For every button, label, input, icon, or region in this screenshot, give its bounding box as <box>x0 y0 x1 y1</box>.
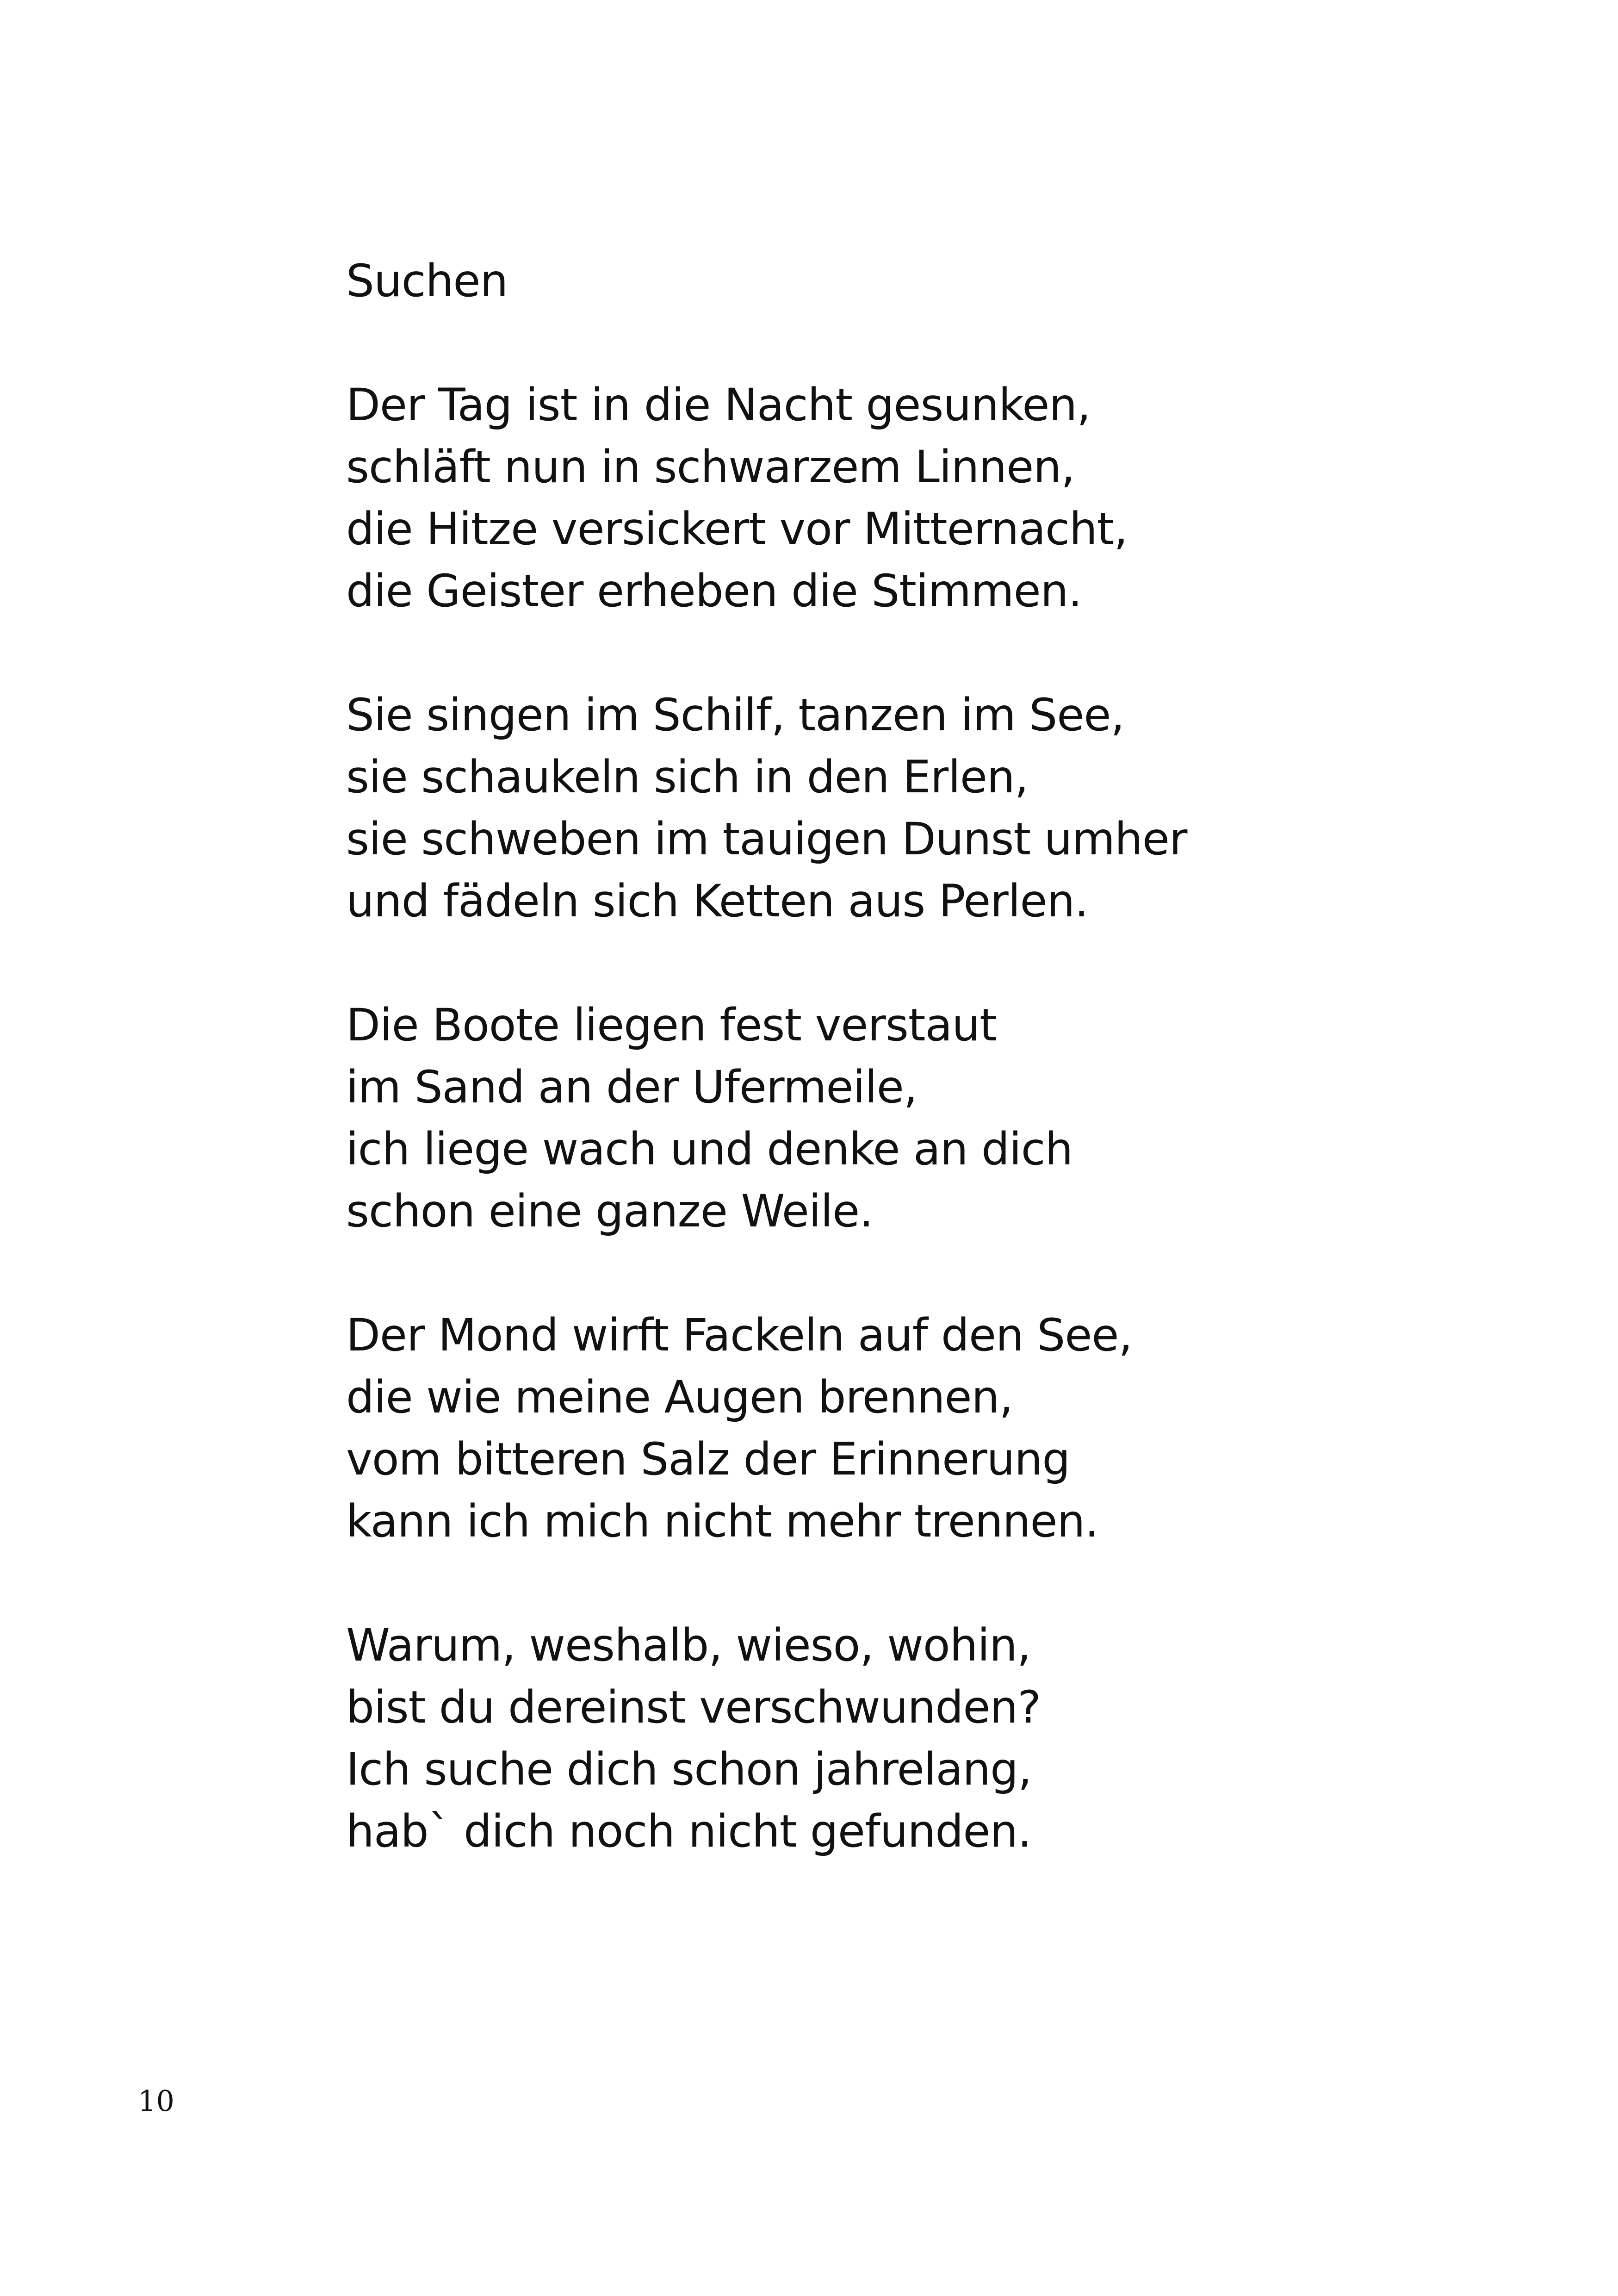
stanza-5 <box>346 1614 1410 1862</box>
verse-line: sie schaukeln sich in den Erlen, <box>346 751 1029 803</box>
verse-line: Ich suche dich schon jahrelang, <box>346 1743 1032 1795</box>
verse-line: sie schweben im tauigen Dunst umher <box>346 813 1187 865</box>
verse-line: ich liege wach und denke an dich <box>346 1123 1073 1175</box>
poem <box>346 250 1410 1862</box>
page-number: 10 <box>138 2084 174 2118</box>
verse-line: im Sand an der Ufermeile, <box>346 1061 917 1113</box>
verse-line: bist du dereinst verschwunden? <box>346 1681 1041 1733</box>
verse-line: hab` dich noch nicht gefunden. <box>346 1805 1031 1857</box>
stanza-2 <box>346 684 1410 932</box>
verse-line: Sie singen im Schilf, tanzen im See, <box>346 689 1124 741</box>
verse-line: vom bitteren Salz der Erinnerung <box>346 1433 1070 1485</box>
verse-line: Der Tag ist in die Nacht gesunken, <box>346 379 1091 431</box>
stanza-4 <box>346 1304 1410 1552</box>
verse-line: die Geister erheben die Stimmen. <box>346 565 1082 617</box>
verse-line: schläft nun in schwarzem Linnen, <box>346 441 1075 493</box>
verse-line: Die Boote liegen fest verstaut <box>346 999 997 1051</box>
verse-line: Warum, weshalb, wieso, wohin, <box>346 1619 1031 1671</box>
verse-line: die Hitze versickert vor Mitternacht, <box>346 503 1128 555</box>
verse-line: kann ich mich nicht mehr trennen. <box>346 1495 1098 1547</box>
verse-line: schon eine ganze Weile. <box>346 1185 873 1237</box>
stanza-1 <box>346 374 1410 622</box>
poem-title: Suchen <box>346 255 508 307</box>
stanza-3 <box>346 994 1410 1242</box>
verse-line: und fädeln sich Ketten aus Perlen. <box>346 875 1088 927</box>
verse-line: Der Mond wirft Fackeln auf den See, <box>346 1309 1132 1361</box>
verse-line: die wie meine Augen brennen, <box>346 1371 1013 1423</box>
